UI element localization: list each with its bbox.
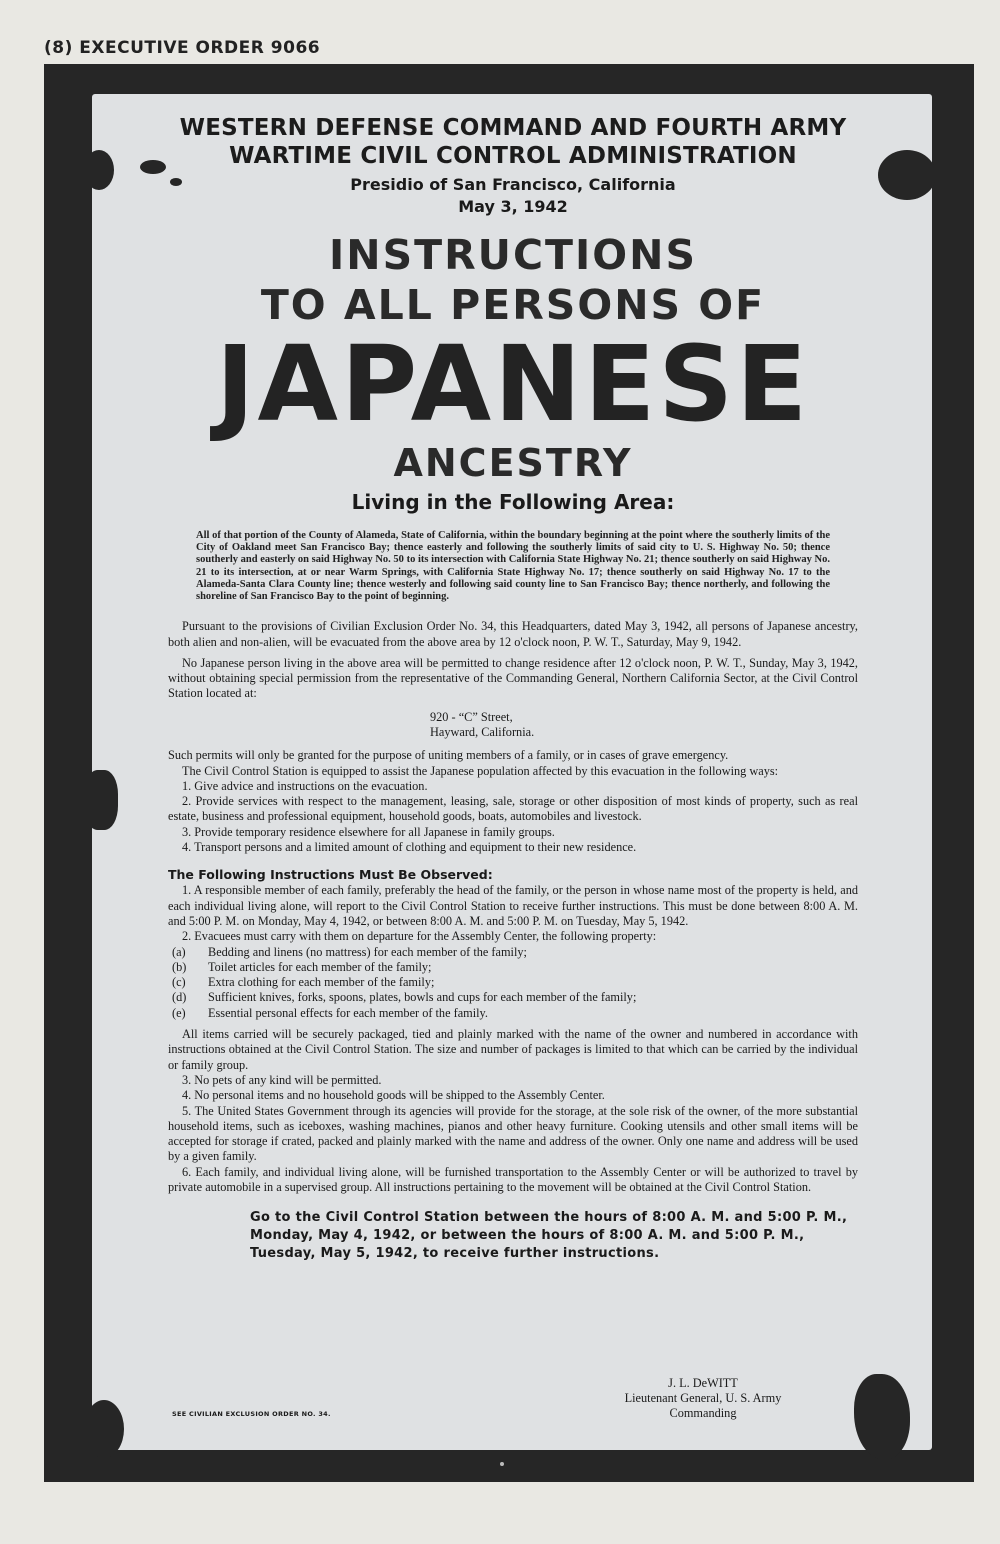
list-item: 3. Provide temporary residence elsewhere for all Japanese in family groups.	[182, 824, 555, 839]
header-line-1: WESTERN DEFENSE COMMAND AND FOURTH ARMY	[179, 115, 847, 141]
body-text	[168, 619, 858, 1263]
poster-content	[168, 114, 858, 1263]
footnote: SEE CIVILIAN EXCLUSION ORDER NO. 34.	[172, 1410, 331, 1418]
ink-blot	[84, 1400, 124, 1458]
signature-block	[588, 1376, 818, 1421]
instruction-1: 1. A responsible member of each family, preferably the head of the family, or the person in whose name most of the property is held, and each individual living alone, will report to the Civil Control Station to receive further instructions. This must be done between 8:00 A. M. and 5:00 P. M. on Monday, May 4, 1942, or between 8:00 A. M. and 5:00 P. M. on Tuesday, May 5, 1942.	[168, 883, 858, 928]
paragraph-packaging: All items carried will be securely packaged, tied and plainly marked with the name of the owner and numbered in accordance with instructions obtained at the Civil Control Station. The size and number of packages is limited to that which can be carried by the individual or family group.	[168, 1027, 858, 1072]
instructions-title: The Following Instructions Must Be Observed:	[168, 867, 493, 883]
instruction-3: 3. No pets of any kind will be permitted.	[182, 1072, 382, 1087]
title-japanese: JAPANESE	[215, 323, 811, 445]
ink-blot	[84, 150, 114, 190]
list-item-text: Essential personal effects for each member of the family.	[208, 1005, 488, 1020]
instruction-5: 5. The United States Government through its agencies will provide for the storage, at the sole risk of the owner, of the more substantial household items, such as iceboxes, washing machines, pianos and other heavy furniture. Cooking utensils and other small items will be accepted for storage if crated, packed and plainly marked with the name and address of the owner. Only one name and address will be used by a given family.	[168, 1103, 858, 1164]
title-instructions: INSTRUCTIONS	[329, 231, 697, 279]
list-item-label: (a)	[172, 944, 186, 959]
final-notice-line: Tuesday, May 5, 1942, to receive further instructions.	[250, 1246, 660, 1262]
ink-blot	[84, 770, 118, 830]
list-item-text: Sufficient knives, forks, spoons, plates, bowls and cups for each member of the family;	[208, 990, 637, 1005]
ink-blot	[878, 150, 936, 200]
title-to-all-persons: TO ALL PERSONS OF	[260, 281, 766, 329]
list-item	[172, 990, 858, 1005]
list-item: 1. Give advice and instructions on the evacuation.	[182, 778, 428, 793]
list-item-label: (d)	[172, 990, 187, 1005]
list-item: 2. Provide services with respect to the management, leasing, sale, storage or other disposition of most kinds of property, such as real estate, business and professional equipment, household goods, boats, automobiles and livestock.	[168, 794, 858, 824]
list-item: 4. Transport persons and a limited amount of clothing and equipment to their new residence.	[182, 840, 637, 855]
final-notice-line: Go to the Civil Control Station between the hours of 8:00 A. M. and 5:00 P. M.,	[250, 1210, 848, 1226]
paragraph-station-assist: The Civil Control Station is equipped to assist the Japanese population affected by this evacuation in the following ways:	[182, 763, 779, 778]
signature-role: Commanding	[669, 1406, 737, 1420]
location: Presidio of San Francisco, California	[350, 175, 676, 194]
subtitle-area: Living in the Following Area:	[351, 490, 675, 514]
area-description: All of that portion of the County of Alameda, State of California, within the boundary beginning at the point where the southerly limits of the City of Oakland meet San Francisco Bay; thence easterly and following the southerly limits of said city to U. S. Highway No. 50; thence southerly and easterly on said Highway No. 50 to its intersection with California State Highway No. 21; thence southerly on said Highway No. 21 to its intersection, at or near Warm Springs, with California State Highway No. 17; thence southerly on said Highway No. 17 to the Alameda-Santa Clara County line; thence westerly and following said county line to San Francisco Bay; thence northerly, and following the shoreline of San Francisco Bay to the point of beginning.	[196, 530, 830, 603]
signature-name: J. L. DeWITT	[668, 1376, 738, 1390]
instruction-2: 2. Evacuees must carry with them on departure for the Assembly Center, the following property:	[182, 929, 657, 944]
list-item-text: Toilet articles for each member of the family;	[208, 959, 432, 974]
paragraph-permits: Such permits will only be granted for the purpose of uniting members of a family, or in cases of grave emergency.	[168, 748, 729, 763]
paragraph-evacuation: Pursuant to the provisions of Civilian Exclusion Order No. 34, this Headquarters, dated May 3, 1942, all persons of Japanese ancestry, both alien and non-alien, will be evacuated from the above area by 12 o'clock noon, P. W. T., Saturday, May 9, 1942.	[168, 619, 858, 649]
list-item-label: (c)	[172, 975, 186, 990]
title-ancestry: ANCESTRY	[393, 441, 633, 485]
final-notice-line: Monday, May 4, 1942, or between the hours of 8:00 A. M. and 5:00 P. M.,	[250, 1228, 805, 1244]
list-item-label: (b)	[172, 959, 187, 974]
registration-dot	[500, 1462, 504, 1466]
control-station-address	[430, 710, 858, 741]
ink-speck	[140, 160, 166, 174]
paragraph-residence: No Japanese person living in the above area will be permitted to change residence after 12 o'clock noon, P. W. T., Sunday, May 3, 1942, without obtaining special permission from the representative of the Commanding General, Northern California Sector, at the Civil Control Station located at:	[168, 655, 858, 701]
address-line: 920 - “C” Street,	[430, 709, 513, 724]
list-item	[172, 960, 858, 975]
header-line-2: WARTIME CIVIL CONTROL ADMINISTRATION	[229, 143, 797, 169]
list-item-label: (e)	[172, 1005, 186, 1020]
list-item	[172, 975, 858, 990]
signature-title: Lieutenant General, U. S. Army	[624, 1391, 782, 1405]
list-item-text: Extra clothing for each member of the family;	[208, 975, 435, 990]
instruction-4: 4. No personal items and no household goods will be shipped to the Assembly Center.	[182, 1088, 605, 1103]
final-notice	[250, 1209, 858, 1263]
page-header: (8) EXECUTIVE ORDER 9066	[44, 38, 321, 58]
date: May 3, 1942	[458, 197, 568, 216]
instruction-6: 6. Each family, and individual living alone, will be furnished transportation to the Assembly Center or will be authorized to travel by private automobile in a supervised group. All instructions pertaining to the movement will be obtained at the Civil Control Station.	[168, 1164, 858, 1195]
property-list	[172, 945, 858, 1021]
list-item	[172, 1006, 858, 1021]
list-item-text: Bedding and linens (no mattress) for each member of the family;	[208, 944, 527, 959]
address-line: Hayward, California.	[430, 725, 535, 739]
list-item	[172, 945, 858, 960]
